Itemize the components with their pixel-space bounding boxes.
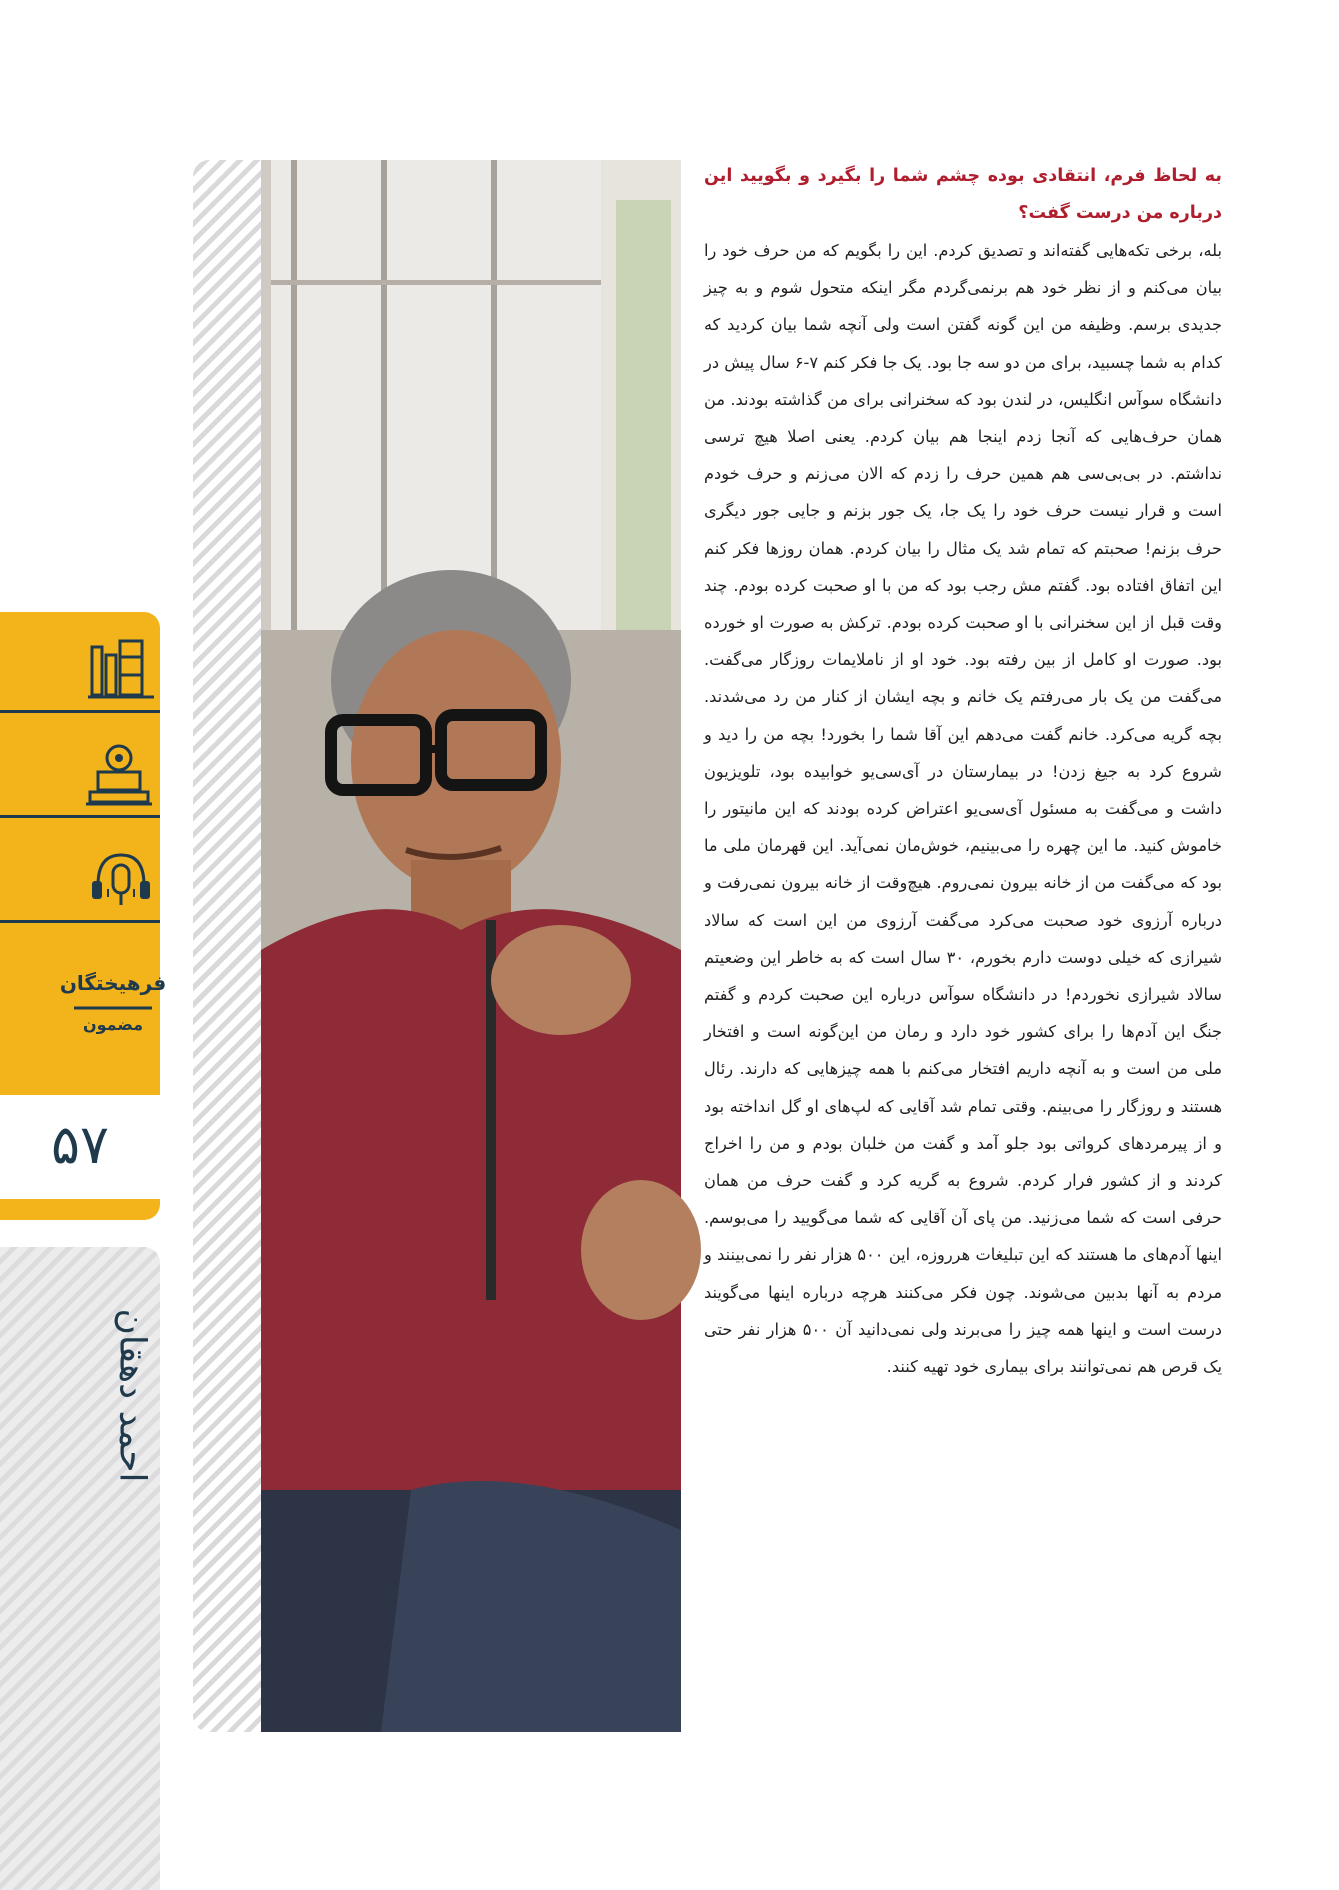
decorative-stripe-column (193, 160, 261, 1732)
tab-divider (0, 710, 160, 713)
svg-text:مضمون: مضمون (82, 1015, 144, 1034)
film-projector-icon (84, 740, 154, 810)
page-number: ۵۷ (0, 1095, 160, 1215)
section-brand-logo (59, 950, 167, 1036)
microphone-headphones-icon (86, 845, 156, 915)
author-name-text: احمد دهقان (111, 1307, 153, 1483)
bookshelf-icon (86, 635, 156, 705)
tab-divider (0, 815, 160, 818)
portrait-photo (261, 160, 681, 1732)
interview-question: به لحاظ فرم، انتقادی بوده چشم شما را بگیرد و بگویید این درباره من درست گفت؟ (704, 166, 1222, 223)
interview-answer: بله، برخی تکه‌هایی گفته‌اند و تصدیق کردم. این را بگویم که من حرف خود را بیان می‌کنم و از نظر خود هم برنمی‌گردم مگر اینکه متحول شوم و به چیز جدیدی برسم. وظیفه من این گونه گفتن است ولی آنچه شما بیان کردید که کدام به شما چسبید، برای من دو سه جا بود. یک جا فکر کنم ۷-۶ سال پیش در دانشگاه سوآس انگلیس، در لندن بود که سخنرانی برای من گذاشته بودند. من همان حرف‌هایی که آنجا زدم اینجا هم بیان کردم. یعنی اصلا هیچ ترسی نداشتم. در بی‌بی‌سی هم همین حرف را زدم که الان می‌زنم و حرف خودم است و قرار نیست حرف خود را یک جا، یک جور بزنم و جایی جور دیگری حرف بزنم! صحبتم که تمام شد یک مثال را بیان کردم. همان روزها فکر کنم این اتفاق افتاده بود. گفتم مش رجب بود که من با او صحبت کرده بودم. چند وقت قبل از این سخنرانی با او صحبت کرده بودم. ترکش به صورت او خورده بود. صورت او کامل از بین رفته بود. خود او از ناملایمات روزگار می‌گفت. می‌گفت من یک بار می‌رفتم یک خانم و بچه ایشان از کنار من رد می‌شدند. بچه گریه می‌کرد. خانم گفت می‌دهم این آقا شما را بخورد! بچه من را دید و شروع کرد به جیغ زدن! در بیمارستان در آی‌سی‌یو خوابیده بود، تلویزیون داشت و می‌گفت به مسئول آی‌سی‌یو اعتراض کرده بودند که این مانیتور را خاموش کنید. ما این چهره را می‌بینیم، خوش‌مان نمی‌آید. این قهرمان ملی ما بود که می‌گفت من از خانه بیرون نمی‌روم. هیچ‌وقت از خانه بیرون نمی‌رفت و درباره آرزوی خود صحبت می‌کرد می‌گفت آرزوی من این است که سالاد شیرازی که خیلی دوست دارم بخورم، ۳۰ سال است که به خاطر این وضعیتم سالاد شیرازی نخوردم! در دانشگاه سوآس درباره این صحبت کردم و گفتم جنگ این آدم‌ها را برای کشور خود دارد و رمان من این‌گونه است و افتخار ملی من است و به آنچه داریم افتخار می‌کنم با همه چیزهایی که دارند. رئال هستند و روزگار را می‌بینم. وقتی تمام شد آقایی که لپ‌های او گل انداخته بود و از پیرمردهای کرواتی بود جلو آمد و گفت من خلبان بودم و من را اخراج کردند و از کشور فرار کردم. شروع به گریه کرد و گفت حرف من همان حرفی است که شما می‌زنید. من پای آن آقایی که شما می‌گویید را می‌بوسم. اینها آدم‌های ما هستند که این تبلیغات هرروزه، این ۵۰۰ هزار نفر را نمی‌بینند و مردم به آنها بدبین می‌شوند. چون فکر می‌کنند هرچه درباره اینها می‌گویند درست است و اینها همه چیز را می‌برند ولی نمی‌دانید آن ۵۰۰ هزار نفر حتی یک قرص هم نمی‌توانند برای بیماری خود تهیه کنند. (704, 241, 1223, 1377)
svg-text:فرهیختگان: فرهیختگان (59, 971, 167, 995)
article-column (704, 158, 1222, 1385)
tab-divider (0, 920, 160, 923)
author-name (102, 1275, 162, 1515)
